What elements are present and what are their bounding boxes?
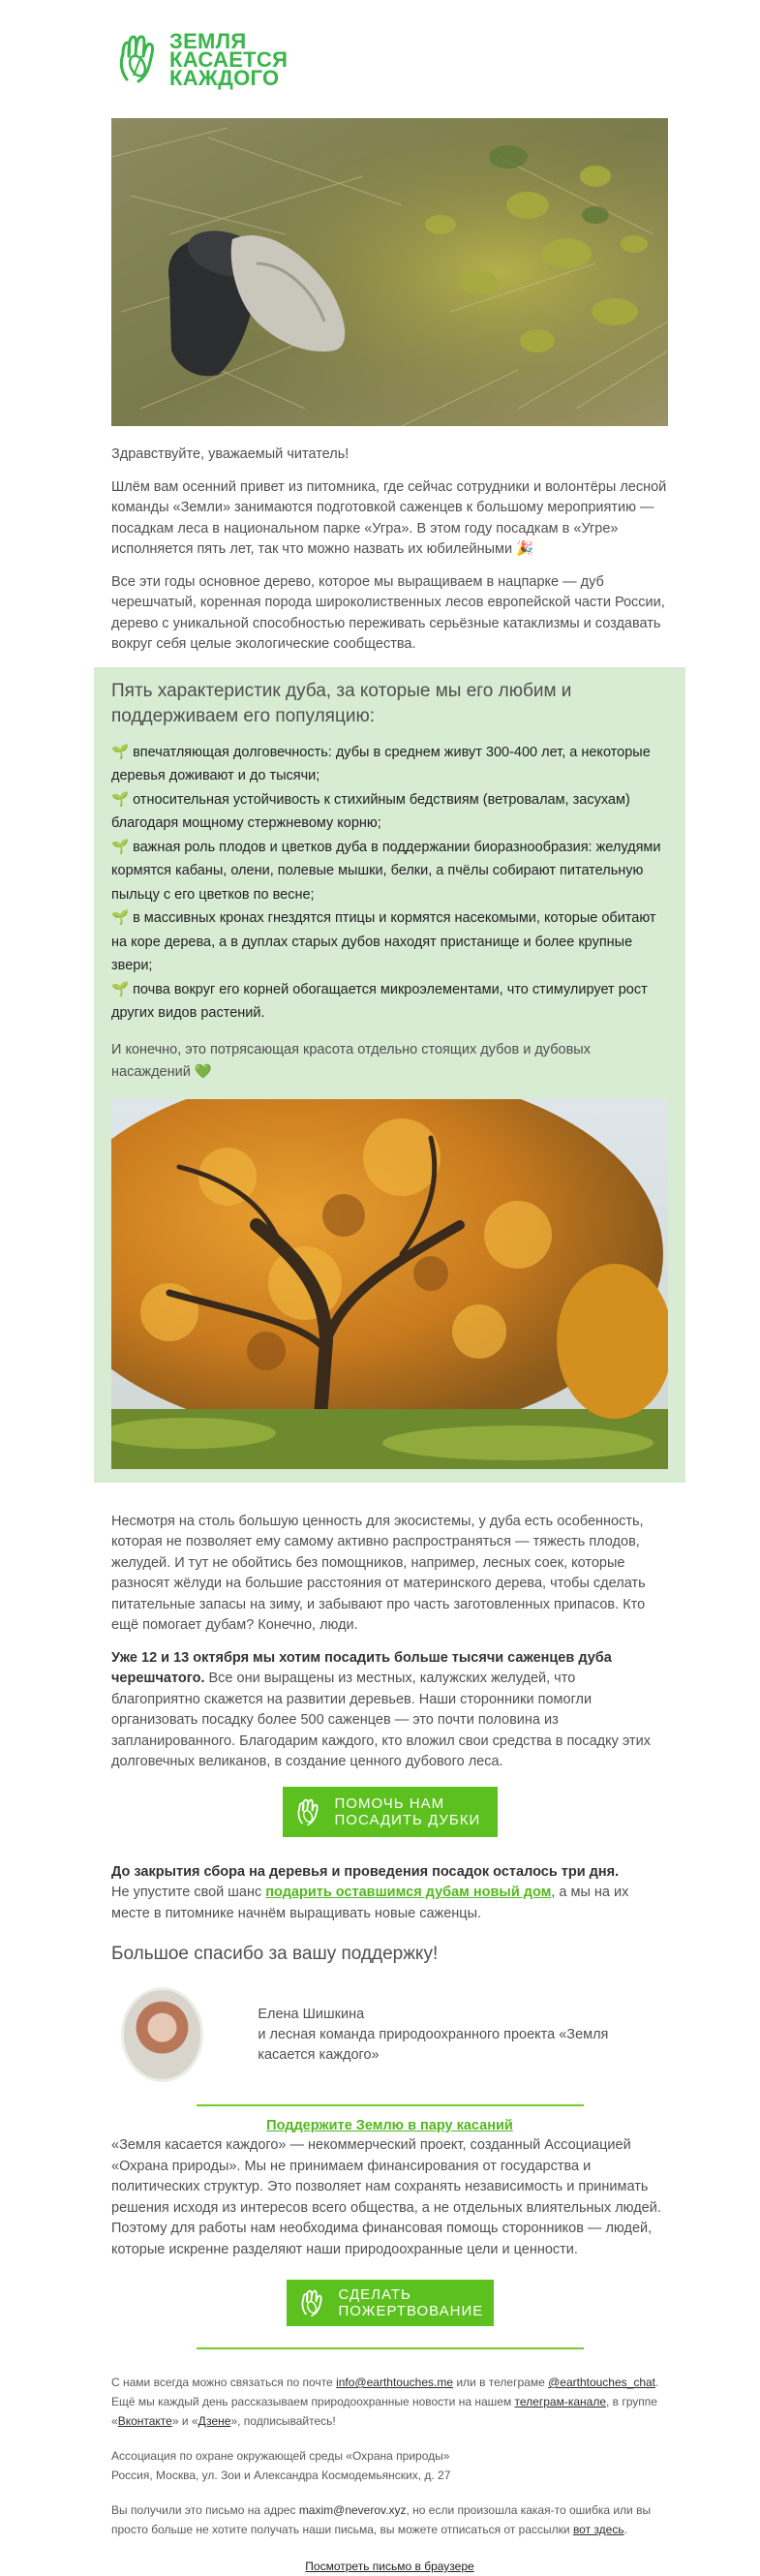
telegram-channel-link[interactable]: телеграм-канале <box>514 2395 606 2408</box>
oak-list-item: 🌱 почва вокруг его корней обогащается микроэлементами, что стимулирует рост других видов растений. <box>111 981 648 1021</box>
support-link[interactable]: Поддержите Землю в пару касаний <box>266 2118 513 2133</box>
plant-oaks-button[interactable] <box>283 1787 498 1837</box>
donate-button-line-2: ПОЖЕРТВОВАНИЕ <box>338 2303 484 2319</box>
view-in-browser-link[interactable]: Посмотреть письмо в браузере <box>305 2560 474 2573</box>
logo-line-2: КАСАЕТСЯ <box>169 46 289 72</box>
body-paragraph-1: Несмотря на столь большую ценность для экосистемы, у дуба есть особенность, которая не позволяет ему самому активно распространяться — тяжесть плодов, желудей. И тут не обойтись без помощников, например, лесных соек, которые разносят жёлуди на большие расстояния от материнского дерева, чтобы сделать питательные запасы на зиму, и забывают про часть заготовленных припасов. Кто ещё помогает дубам? Конечно, люди. <box>111 1513 646 1633</box>
email-link[interactable]: info@earthtouches.me <box>336 2376 453 2389</box>
signature-name: Елена Шишкина <box>258 2006 365 2022</box>
oak-list-item: 🌱 важная роль плодов и цветков дуба в поддержании биоразнообразия: желудями кормятся кабаны, олени, полевые мышки, белки, а пчёлы собирают питательную пыльцу с его цветков по весне; <box>111 839 661 903</box>
hand-leaf-icon <box>294 1797 323 1826</box>
sprout-icon: 🌱 <box>111 744 130 760</box>
sprout-icon: 🌱 <box>111 981 130 997</box>
oak-new-home-link[interactable]: подарить оставшимся дубам новый дом <box>265 1885 552 1900</box>
avatar <box>121 1987 203 2082</box>
deadline-text: До закрытия сбора на деревья и проведения посадок осталось три дня. Не упустите свой шанс подарить оставшимся дубам новый дом, а мы на их месте в питомнике начнём выращивать новые саженцы. <box>111 1863 629 1921</box>
logo-line-1: ЗЕМЛЯ <box>169 28 247 53</box>
donate-button-line-1: СДЕЛАТЬ <box>338 2286 411 2303</box>
deadline-bold: До закрытия сбора на деревья и проведения посадок осталось три дня. <box>111 1863 620 1880</box>
intro-paragraph-1: Шлём вам осенний привет из питомника, где сейчас сотрудники и волонтёры лесной команды «Земли» занимаются подготовкой саженцев к большому мероприятию — посадкам леса в национальном парке «Угра». В этом году посадкам в «Угре» исполняется пять лет, так что можно назвать их юбилейными 🎉 <box>111 478 667 557</box>
logo-line-3: КАЖДОГО <box>169 65 280 90</box>
support-text: «Земля касается каждого» — некоммерческий проект, созданный Ассоциацией «Охрана природы». Мы не принимаем финансирования от государства и политических структур. Это позволяет нам сохранять независимость и принимать решения исходя из интересов всего общества, а не отдельных влиятельных людей. Поэтому для работы нам необходима финансовая помощь сторонников — людей, которые искренне разделяют наши природоохранные цели и ценности. <box>111 2137 661 2257</box>
hand-leaf-logo-icon <box>117 33 162 85</box>
divider <box>197 2347 584 2349</box>
footer-contacts: С нами всегда можно связаться по почте info@earthtouches.me или в телеграме @earthtouches_chat. Ещё мы каждый день рассказываем природоохранные новости на нашем телеграм-канале, в группе «Вконтакте» и «Дзене», подписывайтесь! <box>111 2376 659 2428</box>
unsubscribe-link[interactable]: вот здесь <box>572 2523 624 2536</box>
logo-text <box>169 28 289 90</box>
plant-oaks-button-line-2: ПОСАДИТЬ ДУБКИ <box>334 1811 481 1828</box>
hand-leaf-icon <box>298 2288 327 2317</box>
oak-list-item: 🌱 относительная устойчивость к стихийным бедствиям (ветровалам, засухам) благодаря мощному стержневому корню; <box>111 791 630 831</box>
signature-role: и лесная команда природоохранного проекта «Земля касается каждого» <box>258 2026 609 2063</box>
footer <box>111 2373 668 2576</box>
logo[interactable] <box>111 0 668 118</box>
oak-tree-photo <box>111 1099 668 1469</box>
plant-oaks-button-line-1: ПОМОЧЬ НАМ <box>334 1794 445 1812</box>
sprout-icon: 🌱 <box>111 791 130 808</box>
oak-heading: Пять характеристик дуба, за которые мы его любим и поддерживаем его популяцию: <box>111 680 572 726</box>
body-paragraph-2-rest: Все они выращены из местных, калужских желудей, что благоприятно скажется на развитии деревьев. Наши сторонники помогли организовать посадку более 500 саженцев — это почти половина из запланированного. Благодарим каждого, кто вложил свои средства в посадку этих долговечных великанов, в создание ценного дубового леса. <box>111 1671 651 1769</box>
sprout-icon: 🌱 <box>111 839 130 855</box>
hero-photo-bucket <box>111 118 668 426</box>
recipient-address: maxim@neverov.xyz <box>298 2503 407 2517</box>
oak-list-item: 🌱 в массивных кронах гнездятся птицы и кормятся насекомыми, которые обитают на коре дерева, а в дуплах старых дубов находят пристанище и более крупные звери; <box>111 910 656 973</box>
body-paragraph-2 <box>111 1648 668 1773</box>
vk-link[interactable]: Вконтакте <box>117 2414 172 2428</box>
oak-list-item: 🌱 впечатляющая долговечность: дубы в среднем живут 300-400 лет, а некоторые деревья доживают и до тысячи; <box>111 744 651 783</box>
thanks-heading: Большое спасибо за вашу поддержку! <box>111 1944 439 1964</box>
email-container <box>111 0 668 2576</box>
org-name: Ассоциация по охране окружающей среды «Охрана природы» <box>111 2449 450 2463</box>
telegram-chat-link[interactable]: @earthtouches_chat <box>548 2376 656 2389</box>
sprout-icon: 🌱 <box>111 910 130 926</box>
footer-org <box>111 2446 668 2485</box>
oak-footer-text: И конечно, это потрясающая красота отдельно стоящих дубов и дубовых насаждений 💚 <box>111 1041 591 1080</box>
donate-button[interactable] <box>287 2280 494 2326</box>
dzen-link[interactable]: Дзене <box>198 2414 231 2428</box>
body-paragraph-2-bold: Уже 12 и 13 октября мы хотим посадить больше тысячи саженцев дуба черешчатого. <box>111 1649 612 1686</box>
signature <box>111 1986 668 2083</box>
oak-list <box>111 741 668 1026</box>
intro-paragraph-2: Все эти годы основное дерево, которое мы выращиваем в нацпарке — дуб черешчатый, коренная порода широколиственных лесов европейской части России, дерево с уникальной способностью переживать серьёзные катаклизмы и создавать вокруг себя целые экологические сообщества. <box>111 573 665 652</box>
greeting: Здравствуйте, уважаемый читатель! <box>111 446 350 462</box>
org-address: Россия, Москва, ул. Зои и Александра Космодемьянских, д. 27 <box>111 2469 451 2482</box>
divider <box>197 2104 584 2106</box>
oak-characteristics-panel <box>94 667 685 1483</box>
footer-unsubscribe: Вы получили это письмо на адрес maxim@neverov.xyz, но если произошла какая-то ошибка или вы просто больше не хотите получать наши письма, вы можете отписаться от рассылки вот здесь. <box>111 2503 652 2536</box>
